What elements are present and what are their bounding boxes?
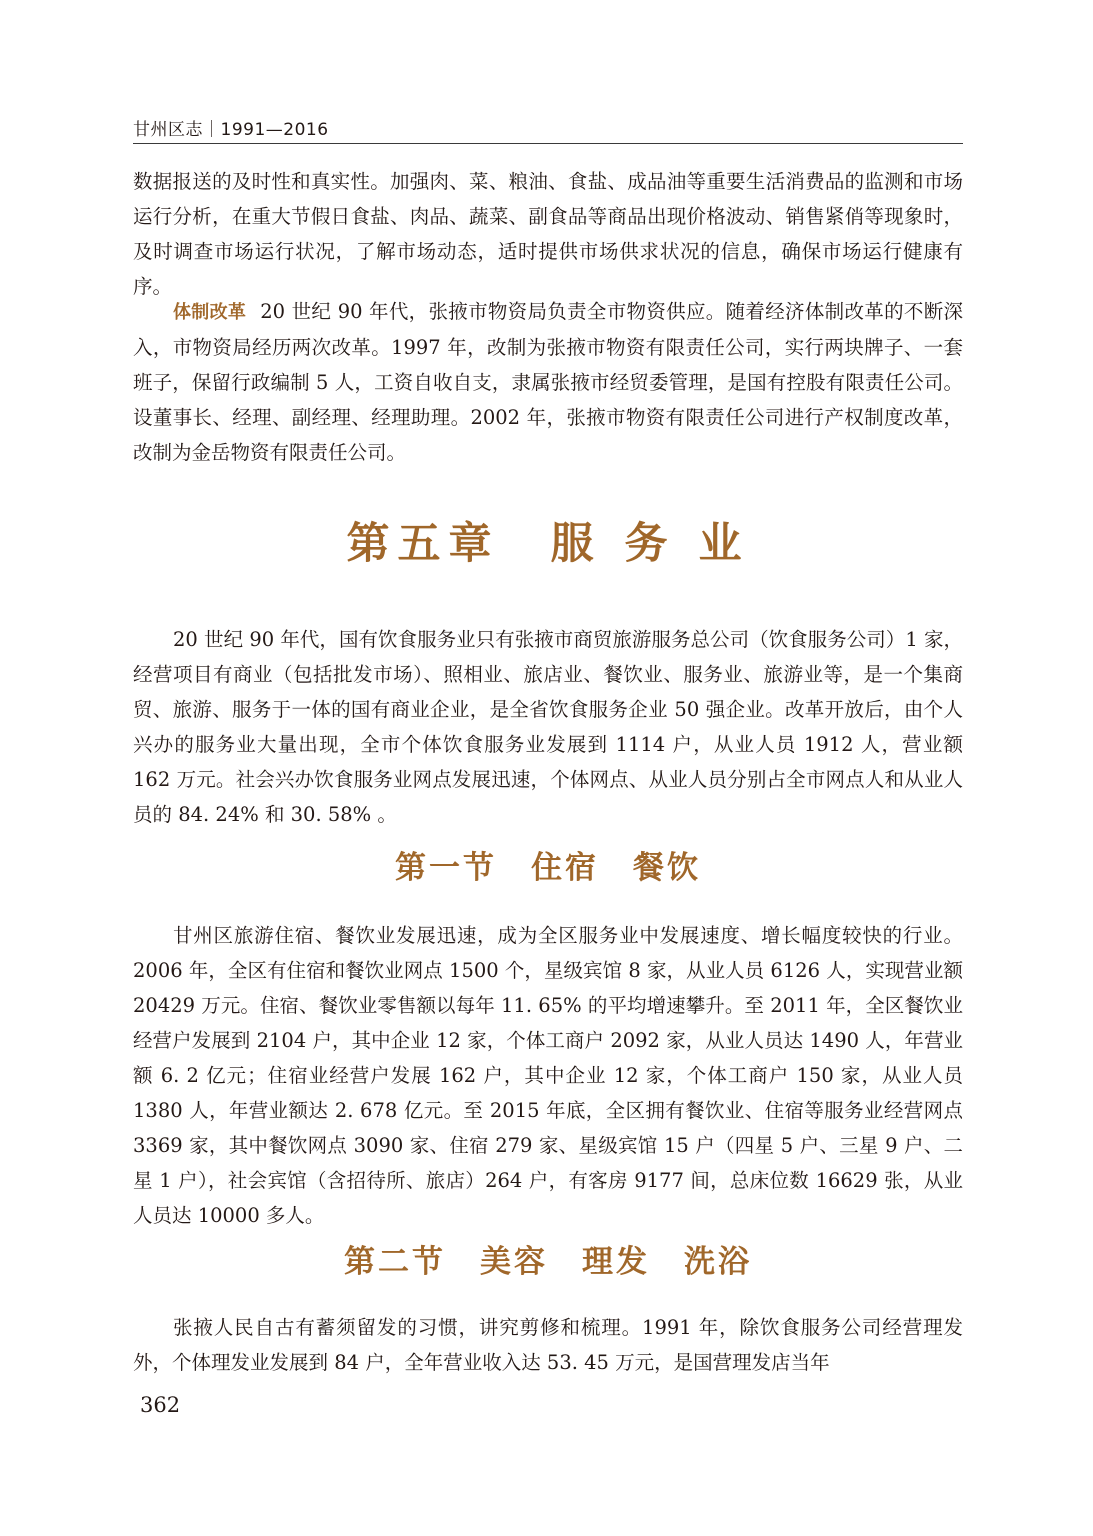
paragraph-lodging-catering: 甘州区旅游住宿、餐饮业发展迅速，成为全区服务业中发展速度、增长幅度较快的行业。2006 年，全区有住宿和餐饮业网点 1500 个，星级宾馆 8 家，从业人员 6126 人，实现营业额 20429 万元。住宿、餐饮业零售额以每年 11. 65% 的平均增速攀升。至 2011 年，全区餐饮业经营户发展到 2104 户，其中企业 12 家，个体工商户 2092 家，从业人员达 1490 人，年营业额 6. 2 亿元；住宿业经营户发展 162 户，其中企业 12 家，个体工商户 150 家，从业人员 1380 人，年营业额达 2. 678 亿元。至 2015 年底，全区拥有餐饮业、住宿等服务业经营网点 3369 家，其中餐饮网点 3090 家、住宿 279 家、星级宾馆 15 户（四星 5 户、三星 9 户、二星 1 户），社会宾馆（含招待所、旅店）264 户，有客房 9177 间，总床位数 16629 张，从业人员达 10000 多人。 — [133, 924, 964, 1227]
chapter-title: 第五章 服 务 业 — [346, 519, 750, 569]
section-title-beauty-barber-bath: 第二节 美容 理发 洗浴 — [344, 1244, 752, 1280]
run-in-heading-system-reform: 体制改革 — [173, 302, 247, 323]
paragraph-system-reform — [133, 294, 963, 470]
paragraph-chapter-intro: 20 世纪 90 年代，国有饮食服务业只有张掖市商贸旅游服务总公司（饮食服务公司）1 家，经营项目有商业（包括批发市场）、照相业、旅店业、餐饮业、服务业、旅游业等，是一个集商贸、旅游、服务于一体的国有商业企业，是全省饮食服务企业 50 强企业。改革开放后，由个人兴办的服务业大量出现，全市个体饮食服务业发展到 1114 户，从业人员 1912 人，营业额 162 万元。社会兴办饮食服务业网点发展迅速，个体网点、从业人员分别占全市网点人和从业人员的 84. 24% 和 30. 58% 。 — [133, 628, 963, 826]
section-title-lodging-catering: 第一节 住宿 餐饮 — [395, 850, 701, 886]
paragraph-market-monitoring: 数据报送的及时性和真实性。加强肉、菜、粮油、食盐、成品油等重要生活消费品的监测和市场运行分析，在重大节假日食盐、肉品、蔬菜、副食品等商品出现价格波动、销售紧俏等现象时，及时调查市场运行状况，了解市场动态，适时提供市场供求状况的信息，确保市场运行健康有序。 — [133, 170, 963, 298]
page-number: 362 — [140, 1393, 181, 1417]
header-rule — [133, 143, 963, 144]
paragraph-barber: 张掖人民自古有蓄须留发的习惯，讲究剪修和梳理。1991 年，除饮食服务公司经营理发外，个体理发业发展到 84 户，全年营业收入达 53. 45 万元，是国营理发店当年 — [133, 1316, 963, 1374]
running-header: 甘州区志｜1991—2016 — [133, 120, 329, 140]
paragraph-system-reform-text: 20 世纪 90 年代，张掖市物资局负责全市物资供应。随着经济体制改革的不断深入，市物资局经历两次改革。1997 年，改制为张掖市物资有限责任公司，实行两块牌子、一套班子，保留行政编制 5 人，工资自收自支，隶属张掖市经贸委管理，是国有控股有限责任公司。设董事长、经理、副经理、经理助理。2002 年，张掖市物资有限责任公司进行产权制度改革，改制为金岳物资有限责任公司。 — [133, 300, 963, 464]
